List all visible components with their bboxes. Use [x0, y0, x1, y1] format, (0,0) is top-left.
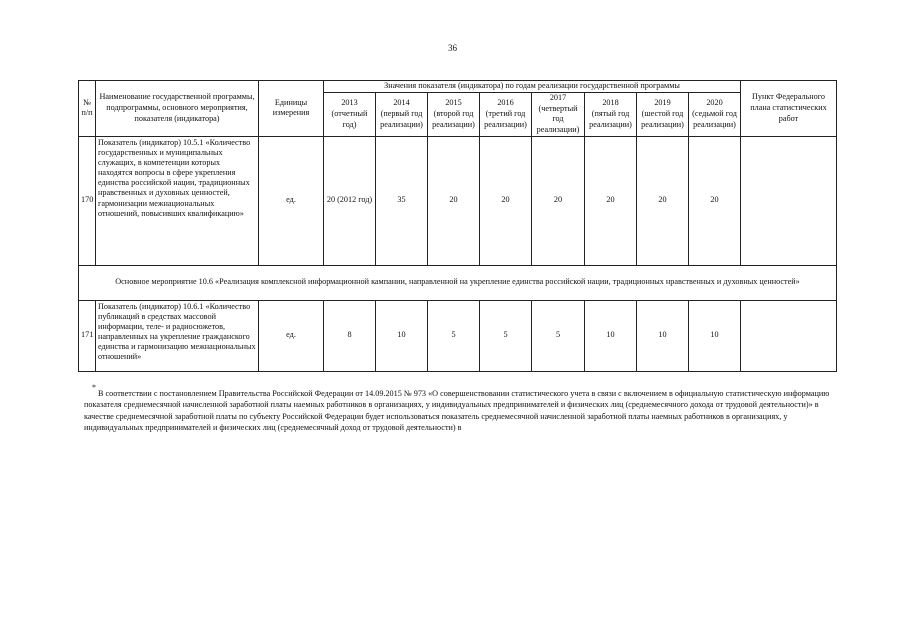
- indicators-table: [78, 80, 837, 372]
- header-year: 2020 (седьмой год реализации): [689, 93, 741, 137]
- row-name: Показатель (индикатор) 10.5.1 «Количество государственных и муниципальных служащих, в компетенции которых находятся вопросы в сфере укрепления единства российской нации, традиционных нравственных и духовных ценностей, гармонизации межнациональных отношений, повысивших квалификацию»: [96, 136, 259, 265]
- header-name: Наименование государственной программы, подпрограммы, основного мероприятия, показателя (индикатора): [96, 81, 259, 137]
- row-value: 10: [376, 300, 428, 371]
- row-num: 170: [79, 136, 96, 265]
- row-value: 8: [324, 300, 376, 371]
- row-value: 35: [376, 136, 428, 265]
- table-row: [79, 136, 837, 265]
- row-value: 5: [480, 300, 532, 371]
- table-row: [79, 300, 837, 371]
- row-value: 20 (2012 год): [324, 136, 376, 265]
- header-year: 2017 (четвертый год реализации): [532, 93, 585, 137]
- row-value: 10: [637, 300, 689, 371]
- row-value: 20: [585, 136, 637, 265]
- header-year: 2013 (отчетный год): [324, 93, 376, 137]
- row-value: 5: [428, 300, 480, 371]
- row-value: 10: [585, 300, 637, 371]
- header-year: 2016 (третий год реализации): [480, 93, 532, 137]
- section-title: Основное мероприятие 10.6 «Реализация комплексной информационной кампании, направленной на укрепление единства российской нации, традиционных нравственных и духовных ценностей»: [79, 265, 837, 300]
- row-value: 5: [532, 300, 585, 371]
- row-name: Показатель (индикатор) 10.6.1 «Количество публикаций в средствах массовой информации, теле- и радиосюжетов, направленных на укрепление гражданского единства и гармонизацию межнациональных отношений»: [96, 300, 259, 371]
- footnote-text: В соответствии с постановлением Правительства Российской Федерации от 14.09.2015 № 973 «О совершенствовании статистического учета в связи с включением в официальную статистическую информацию показателя среднемесячной начисленной заработной платы наемных работников в организациях, у индивидуальных предпринимателей и физических лиц (среднемесячного дохода от трудовой деятельности)» в качестве среднемесячной заработной платы по субъекту Российской Федерации будет использоваться показатель среднемесячной начисленной заработной платы наемных работников в организациях, у индивидуальных предпринимателей и физических лиц (среднемесячный доход от трудовой деятельности) в: [84, 389, 830, 432]
- section-row: [79, 265, 837, 300]
- header-year: 2019 (шестой год реализации): [637, 93, 689, 137]
- row-value: 20: [637, 136, 689, 265]
- row-value: 20: [480, 136, 532, 265]
- row-plan: [741, 136, 837, 265]
- row-value: 20: [428, 136, 480, 265]
- row-value: 10: [689, 300, 741, 371]
- row-plan: [741, 300, 837, 371]
- row-value: 20: [532, 136, 585, 265]
- header-year: 2015 (второй год реализации): [428, 93, 480, 137]
- header-plan: Пункт Федерального плана статистических работ: [741, 81, 837, 137]
- header-year: 2014 (первый год реализации): [376, 93, 428, 137]
- header-num: № п/п: [79, 81, 96, 137]
- row-units: ед.: [259, 300, 324, 371]
- page-number: 36: [448, 43, 457, 53]
- footnote-mark: *: [92, 383, 96, 392]
- row-num: 171: [79, 300, 96, 371]
- header-year: 2018 (пятый год реализации): [585, 93, 637, 137]
- header-units: Единицы измерения: [259, 81, 324, 137]
- header-values-group: Значения показателя (индикатора) по годам реализации государственной программы: [324, 81, 741, 93]
- row-units: ед.: [259, 136, 324, 265]
- row-value: 20: [689, 136, 741, 265]
